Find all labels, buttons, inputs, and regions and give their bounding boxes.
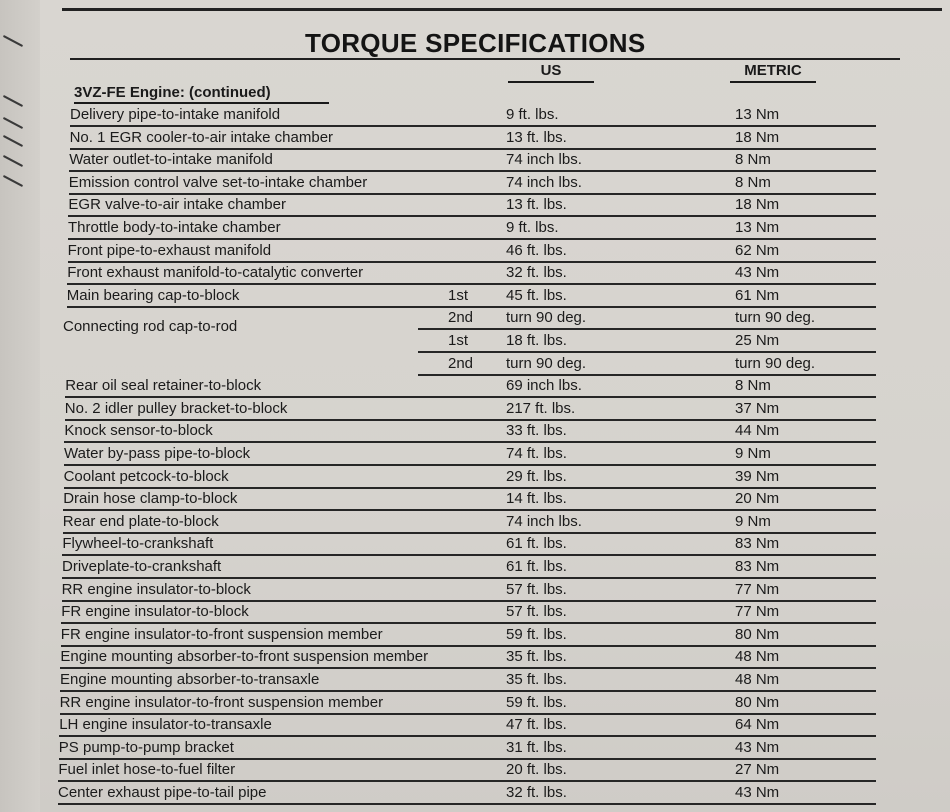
row-description: PS pump-to-pump bracket (58, 738, 234, 756)
row-metric-value: 83 Nm (735, 558, 780, 575)
row-description: Driveplate-to-crankshaft (62, 558, 222, 575)
table-row (68, 216, 876, 240)
table-row (62, 555, 876, 579)
row-metric-value: 62 Nm (734, 241, 780, 259)
row-us-value: 33 ft. lbs. (505, 422, 567, 440)
table-row (62, 532, 876, 556)
table-row (61, 600, 876, 624)
row-description: Engine mounting absorber-to-transaxle (60, 671, 320, 688)
row-metric-value: 48 Nm (735, 671, 780, 688)
row-metric-value: 83 Nm (734, 535, 780, 553)
row-description: Throttle body-to-intake chamber (68, 219, 281, 236)
row-description: RR engine insulator-to-block (61, 580, 251, 598)
row-description: No. 1 EGR cooler-to-air intake chamber (69, 128, 334, 146)
row-metric-value: 25 Nm (735, 332, 780, 349)
row-us-value: 59 ft. lbs. (505, 625, 567, 643)
row-metric-value: 43 Nm (734, 738, 780, 756)
row-stage: 2nd (448, 354, 474, 372)
row-stage: 1st (447, 286, 468, 304)
row-description: Water by-pass pipe-to-block (64, 445, 251, 462)
row-us-value: 217 ft. lbs. (505, 399, 576, 417)
table-row (67, 261, 876, 285)
table-row (418, 329, 876, 353)
row-description: Knock sensor-to-block (64, 422, 213, 440)
row-metric-value: turn 90 deg. (735, 309, 816, 327)
table-row (68, 193, 876, 217)
row-metric-value: 8 Nm (734, 377, 771, 395)
row-stage: 2nd (448, 309, 474, 327)
table-row (70, 126, 876, 150)
table-row (70, 103, 876, 127)
table-row (64, 442, 876, 466)
table-row (67, 284, 876, 308)
row-metric-value: 43 Nm (734, 264, 780, 282)
row-us-value: 74 inch lbs. (505, 151, 582, 169)
table-row (68, 239, 876, 263)
row-description: Rear oil seal retainer-to-block (65, 377, 262, 395)
row-us-value: 57 ft. lbs. (505, 603, 567, 621)
row-us-value: turn 90 deg. (506, 309, 587, 327)
row-us-value: 74 inch lbs. (505, 512, 582, 530)
column-header-metric: METRIC (730, 62, 816, 83)
row-us-value: 45 ft. lbs. (505, 286, 567, 304)
row-description: Front pipe-to-exhaust manifold (67, 241, 272, 259)
row-description: Engine mounting absorber-to-front suspension member (60, 648, 429, 666)
row-metric-value: 9 Nm (734, 512, 771, 530)
row-us-value: 57 ft. lbs. (505, 580, 567, 598)
table-row (60, 691, 876, 715)
table-row (61, 623, 876, 647)
row-metric-value: 9 Nm (735, 445, 771, 462)
table-row (59, 736, 876, 760)
table-row (418, 352, 876, 376)
row-description: Emission control valve set-to-intake chamber (68, 173, 368, 191)
section-heading: 3VZ-FE Engine: (continued) (74, 84, 329, 104)
row-metric-value: 39 Nm (734, 467, 780, 485)
row-us-value: 9 ft. lbs. (506, 219, 559, 236)
row-metric-value: 44 Nm (734, 422, 780, 440)
table-row (60, 668, 876, 692)
group-label: Connecting rod cap-to-rod (63, 318, 238, 335)
row-us-value: 32 ft. lbs. (506, 784, 567, 801)
table-row (64, 465, 876, 489)
row-us-value: 13 ft. lbs. (505, 196, 567, 214)
row-metric-value: 8 Nm (734, 151, 771, 169)
row-metric-value: 80 Nm (734, 625, 780, 643)
row-us-value: 9 ft. lbs. (506, 106, 559, 123)
row-us-value: 35 ft. lbs. (505, 648, 567, 666)
page-title: TORQUE SPECIFICATIONS (305, 28, 646, 58)
row-metric-value: 77 Nm (734, 580, 780, 598)
row-us-value: 18 ft. lbs. (506, 332, 567, 349)
row-us-value: 35 ft. lbs. (506, 671, 567, 688)
table-row (69, 171, 876, 195)
row-us-value: 13 ft. lbs. (505, 128, 567, 146)
row-metric-value: 80 Nm (734, 693, 780, 711)
row-description: FR engine insulator-to-block (61, 603, 249, 621)
row-us-value: 20 ft. lbs. (505, 761, 567, 779)
row-metric-value: 18 Nm (734, 128, 780, 146)
table-row (69, 148, 876, 172)
row-us-value: 14 ft. lbs. (505, 490, 567, 508)
row-metric-value: 13 Nm (735, 219, 780, 236)
table-row (60, 645, 876, 669)
row-description: Delivery pipe-to-intake manifold (70, 106, 281, 123)
row-metric-value: 64 Nm (734, 716, 780, 734)
row-description: RR engine insulator-to-front suspension member (59, 693, 384, 711)
table-row (65, 397, 876, 421)
row-us-value: 59 ft. lbs. (505, 693, 567, 711)
row-metric-value: 48 Nm (734, 648, 780, 666)
row-us-value: 61 ft. lbs. (505, 535, 567, 553)
row-metric-value: turn 90 deg. (735, 354, 816, 372)
row-us-value: 61 ft. lbs. (506, 558, 567, 575)
row-stage: 1st (448, 332, 469, 349)
row-description: LH engine insulator-to-transaxle (59, 716, 272, 734)
row-description: Rear end plate-to-block (62, 512, 219, 530)
table-row (62, 578, 876, 602)
row-description: FR engine insulator-to-front suspension member (60, 625, 383, 643)
row-description: Main bearing cap-to-block (66, 286, 240, 304)
row-description: Coolant petcock-to-block (63, 467, 229, 485)
row-us-value: turn 90 deg. (506, 354, 587, 372)
row-metric-value: 61 Nm (734, 286, 780, 304)
row-metric-value: 37 Nm (734, 399, 780, 417)
row-metric-value: 8 Nm (734, 173, 771, 191)
column-header-us: US (508, 62, 594, 83)
row-us-value: 31 ft. lbs. (505, 738, 567, 756)
row-description: No. 2 idler pulley bracket-to-block (64, 399, 288, 417)
table-row (58, 758, 876, 782)
row-metric-value: 18 Nm (734, 196, 780, 214)
table-row (65, 374, 876, 398)
row-description: Drain hose clamp-to-block (63, 490, 238, 508)
row-us-value: 46 ft. lbs. (505, 241, 567, 259)
row-description: Fuel inlet hose-to-fuel filter (58, 761, 236, 779)
table-row (63, 510, 876, 534)
table-row (64, 419, 876, 443)
row-us-value: 29 ft. lbs. (505, 467, 567, 485)
row-description: Flywheel-to-crankshaft (62, 535, 214, 553)
row-us-value: 74 inch lbs. (505, 173, 582, 191)
row-us-value: 47 ft. lbs. (505, 716, 567, 734)
row-metric-value: 20 Nm (734, 490, 780, 508)
row-us-value: 74 ft. lbs. (506, 445, 567, 462)
row-description: EGR valve-to-air intake chamber (68, 196, 286, 214)
row-metric-value: 13 Nm (735, 106, 780, 123)
table-row (59, 713, 876, 737)
row-us-value: 32 ft. lbs. (505, 264, 567, 282)
row-metric-value: 27 Nm (734, 761, 780, 779)
row-us-value: 69 inch lbs. (505, 377, 582, 395)
table-row (418, 306, 876, 330)
row-description: Front exhaust manifold-to-catalytic converter (67, 264, 364, 282)
table-row (58, 781, 876, 805)
table-row (63, 487, 876, 511)
row-description: Center exhaust pipe-to-tail pipe (58, 784, 267, 801)
row-description: Water outlet-to-intake manifold (69, 151, 273, 169)
row-metric-value: 43 Nm (735, 784, 780, 801)
row-metric-value: 77 Nm (734, 603, 780, 621)
